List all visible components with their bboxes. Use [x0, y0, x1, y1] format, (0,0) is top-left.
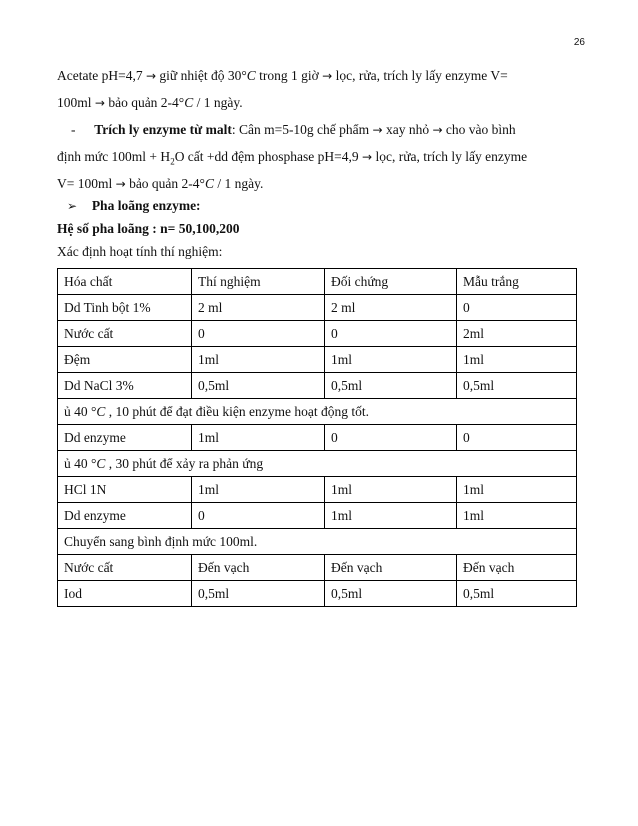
- table-cell: 2 ml: [192, 295, 325, 321]
- celsius-unit: C: [96, 455, 106, 471]
- table-cell: 2ml: [457, 321, 577, 347]
- table-span-cell: Chuyển sang bình định mức 100ml.: [58, 529, 577, 555]
- text: cho vào bình: [445, 122, 516, 137]
- table-cell: 1ml: [325, 477, 457, 503]
- subscript: 2: [170, 156, 175, 167]
- arrow-icon: →: [362, 150, 373, 164]
- dilution-heading: Pha loãng enzyme:: [91, 198, 201, 213]
- text: O cất +dd đệm phosphase pH=4,9: [174, 149, 359, 164]
- celsius-unit: C: [184, 95, 194, 110]
- table-cell: 0: [192, 503, 325, 529]
- table-cell: Dd enzyme: [58, 503, 192, 529]
- table-row: [58, 373, 577, 399]
- arrow-icon: →: [94, 96, 105, 110]
- table-cell: 0: [457, 425, 577, 451]
- dash: -: [71, 122, 76, 137]
- activity-table: [57, 268, 577, 607]
- para1-line1: [57, 67, 508, 85]
- table-cell: 0,5ml: [457, 581, 577, 607]
- table-cell: Hóa chất: [58, 269, 192, 295]
- table-cell: 1ml: [325, 503, 457, 529]
- table-span-cell: ủ 40 °C , 30 phút để xảy ra phản ứng: [58, 451, 577, 477]
- text: xay nhỏ: [385, 122, 430, 137]
- table-row: [58, 581, 577, 607]
- text: : Cân m=5-10g chế phẩm: [231, 122, 370, 137]
- celsius-unit: C: [246, 68, 256, 83]
- table-cell: 1ml: [192, 477, 325, 503]
- table-cell: HCl 1N: [58, 477, 192, 503]
- table-cell: 0: [192, 321, 325, 347]
- page-number: 26: [573, 37, 585, 48]
- text: giữ nhiệt độ 30°: [159, 68, 247, 83]
- table-cell: 0: [457, 295, 577, 321]
- celsius-unit: C: [204, 176, 214, 191]
- table-cell: 1ml: [457, 477, 577, 503]
- bullet-heading: [67, 197, 201, 215]
- table-cell: Đệm: [58, 347, 192, 373]
- table-cell: Mẫu trắng: [457, 269, 577, 295]
- table-cell: Dd NaCl 3%: [58, 373, 192, 399]
- table-cell: Dd enzyme: [58, 425, 192, 451]
- table-note-row: [58, 451, 577, 477]
- table-cell: 0,5ml: [192, 373, 325, 399]
- text: Acetate pH=4,7: [57, 68, 143, 83]
- table-cell: 2 ml: [325, 295, 457, 321]
- bullet-arrow-icon: ➢: [67, 199, 78, 213]
- table-cell: Đến vạch: [192, 555, 325, 581]
- table-cell: Thí nghiệm: [192, 269, 325, 295]
- table-row: [58, 321, 577, 347]
- table-cell: Đến vạch: [325, 555, 457, 581]
- table-cell: 0: [325, 321, 457, 347]
- table-cell: 1ml: [457, 347, 577, 373]
- table-cell: 1ml: [325, 347, 457, 373]
- table-note-row: [58, 529, 577, 555]
- table-cell: Dd Tinh bột 1%: [58, 295, 192, 321]
- arrow-icon: →: [145, 69, 157, 83]
- arrow-icon: →: [322, 69, 333, 83]
- text: lọc, rửa, trích ly lấy enzyme: [375, 149, 528, 164]
- text: / 1 ngày.: [217, 176, 264, 191]
- table-cell: Đối chứng: [325, 269, 457, 295]
- text: V= 100ml: [57, 176, 113, 191]
- dilution-factor: [57, 220, 239, 238]
- table-span-cell: ủ 40 °C , 10 phút để đạt điều kiện enzyme hoạt động tốt.: [58, 399, 577, 425]
- table-row: [58, 477, 577, 503]
- text: định mức 100ml + H: [57, 149, 171, 164]
- table-row: [58, 295, 577, 321]
- text: trong 1 giờ: [259, 68, 319, 83]
- celsius-unit: C: [96, 403, 106, 419]
- table-cell: 1ml: [192, 425, 325, 451]
- table-cell: 0,5ml: [457, 373, 577, 399]
- table-header-row: [58, 269, 577, 295]
- arrow-icon: →: [115, 177, 126, 191]
- table-row: [58, 555, 577, 581]
- para2-line3: [57, 175, 263, 193]
- table-row: [58, 347, 577, 373]
- table-cell: Đến vạch: [457, 555, 577, 581]
- arrow-icon: →: [372, 123, 383, 137]
- table-cell: 0,5ml: [192, 581, 325, 607]
- text: 100ml: [57, 95, 92, 110]
- table-cell: 1ml: [192, 347, 325, 373]
- table-cell: Iod: [58, 581, 192, 607]
- table-note-row: [58, 399, 577, 425]
- text: bảo quản 2-4°: [129, 176, 205, 191]
- table-row: [58, 425, 577, 451]
- section-heading: Trích ly enzyme từ malt: [94, 122, 232, 137]
- table-cell: 0: [325, 425, 457, 451]
- intro-text: Xác định hoạt tính thí nghiệm:: [57, 244, 223, 259]
- text: / 1 ngày.: [196, 95, 243, 110]
- table-row: [58, 503, 577, 529]
- dilution-factor-text: Hệ số pha loãng : n= 50,100,200: [57, 221, 240, 236]
- text: bảo quản 2-4°: [108, 95, 185, 110]
- arrow-icon: →: [432, 123, 443, 137]
- table-cell: Nước cất: [58, 555, 192, 581]
- table-cell: Nước cất: [58, 321, 192, 347]
- table-cell: 1ml: [457, 503, 577, 529]
- para2-line1: [71, 121, 516, 139]
- para1-line2: [57, 94, 243, 112]
- text: lọc, rửa, trích ly lấy enzyme V=: [335, 68, 508, 83]
- table-cell: 0,5ml: [325, 581, 457, 607]
- para2-line2: [57, 148, 527, 171]
- table-cell: 0,5ml: [325, 373, 457, 399]
